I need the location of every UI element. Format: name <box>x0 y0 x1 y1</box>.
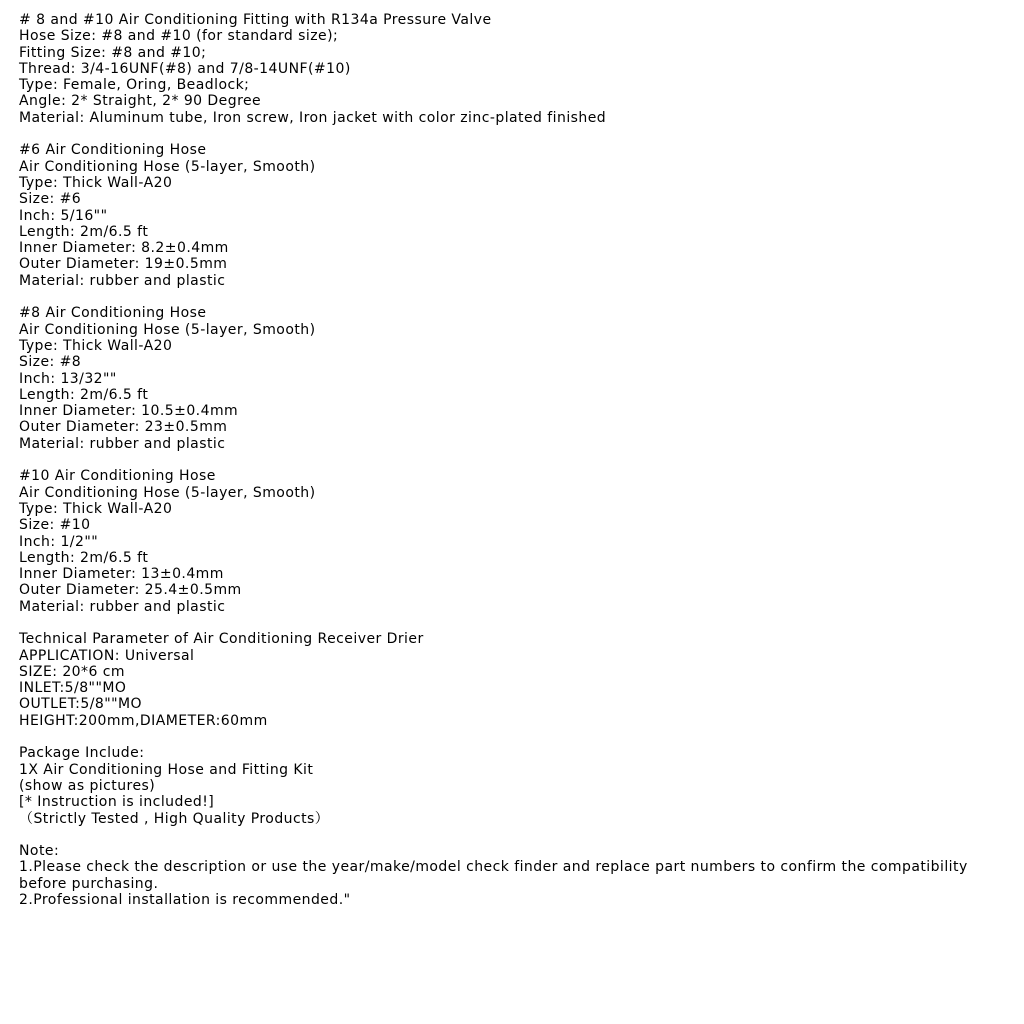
hose-8-title: #8 Air Conditioning Hose <box>19 305 207 322</box>
hose-8-inner-diameter: Inner Diameter: 10.5±0.4mm <box>19 403 239 420</box>
hose-6-title: #6 Air Conditioning Hose <box>19 142 207 159</box>
hose-6-length: Length: 2m/6.5 ft <box>19 223 149 240</box>
hose-6-outer-diameter: Outer Diameter: 19±0.5mm <box>19 256 228 273</box>
note-installation: 2.Professional installation is recommended." <box>19 892 351 909</box>
product-description <box>19 12 1009 925</box>
hose-8-size: Size: #8 <box>19 354 82 371</box>
package-section <box>19 745 1009 826</box>
package-pictures-note: (show as pictures) <box>19 777 156 794</box>
package-kit: 1X Air Conditioning Hose and Fitting Kit <box>19 761 314 778</box>
fitting-thread: Thread: 3/4-16UNF(#8) and 7/8-14UNF(#10) <box>19 60 351 77</box>
hose-6-description: Air Conditioning Hose (5-layer, Smooth) <box>19 158 316 175</box>
hose-10-size: Size: #10 <box>19 517 91 534</box>
fitting-section <box>19 12 1009 126</box>
hose-10-outer-diameter: Outer Diameter: 25.4±0.5mm <box>19 582 242 599</box>
hose-8-type: Type: Thick Wall-A20 <box>19 337 173 354</box>
fitting-title: # 8 and #10 Air Conditioning Fitting with R134a Pressure Valve <box>19 12 492 28</box>
receiver-drier-section <box>19 631 1009 729</box>
hose-8-length: Length: 2m/6.5 ft <box>19 386 149 403</box>
hose-8-inch: Inch: 13/32"" <box>19 370 117 387</box>
drier-dimensions: HEIGHT:200mm,DIAMETER:60mm <box>19 712 268 729</box>
package-title: Package Include: <box>19 745 145 762</box>
note-section <box>19 843 1009 908</box>
note-title: Note: <box>19 843 60 860</box>
hose-10-inch: Inch: 1/2"" <box>19 533 99 550</box>
fitting-material: Material: Aluminum tube, Iron screw, Iron jacket with color zinc-plated finished <box>19 109 607 126</box>
hose-10-title: #10 Air Conditioning Hose <box>19 468 216 485</box>
fitting-hose-size: Hose Size: #8 and #10 (for standard size); <box>19 28 339 45</box>
hose-6-type: Type: Thick Wall-A20 <box>19 174 173 191</box>
fitting-size: Fitting Size: #8 and #10; <box>19 44 207 61</box>
hose-10-section <box>19 468 1009 615</box>
fitting-type: Type: Female, Oring, Beadlock; <box>19 77 250 94</box>
hose-6-material: Material: rubber and plastic <box>19 272 226 289</box>
drier-application: APPLICATION: Universal <box>19 647 195 664</box>
hose-8-section <box>19 305 1009 452</box>
hose-10-type: Type: Thick Wall-A20 <box>19 500 173 517</box>
drier-size: SIZE: 20*6 cm <box>19 663 125 680</box>
hose-8-material: Material: rubber and plastic <box>19 435 226 452</box>
package-quality-note: （Strictly Tested , High Quality Products） <box>19 810 330 827</box>
hose-10-material: Material: rubber and plastic <box>19 598 226 615</box>
hose-6-inch: Inch: 5/16"" <box>19 207 108 224</box>
hose-10-length: Length: 2m/6.5 ft <box>19 549 149 566</box>
hose-8-outer-diameter: Outer Diameter: 23±0.5mm <box>19 419 228 436</box>
hose-6-size: Size: #6 <box>19 191 82 208</box>
package-instruction-note: [* Instruction is included!] <box>19 794 215 811</box>
fitting-angle: Angle: 2* Straight, 2* 90 Degree <box>19 93 262 110</box>
hose-6-inner-diameter: Inner Diameter: 8.2±0.4mm <box>19 240 229 257</box>
hose-10-inner-diameter: Inner Diameter: 13±0.4mm <box>19 566 224 583</box>
drier-inlet: INLET:5/8""MO <box>19 680 127 697</box>
hose-6-section <box>19 142 1009 289</box>
note-compatibility: 1.Please check the description or use the year/make/model check finder and replace part numbers to confirm the compatibility before purchasing. <box>19 859 973 892</box>
drier-title: Technical Parameter of Air Conditioning Receiver Drier <box>19 631 424 648</box>
hose-8-description: Air Conditioning Hose (5-layer, Smooth) <box>19 321 316 338</box>
hose-10-description: Air Conditioning Hose (5-layer, Smooth) <box>19 484 316 501</box>
drier-outlet: OUTLET:5/8""MO <box>19 696 143 713</box>
